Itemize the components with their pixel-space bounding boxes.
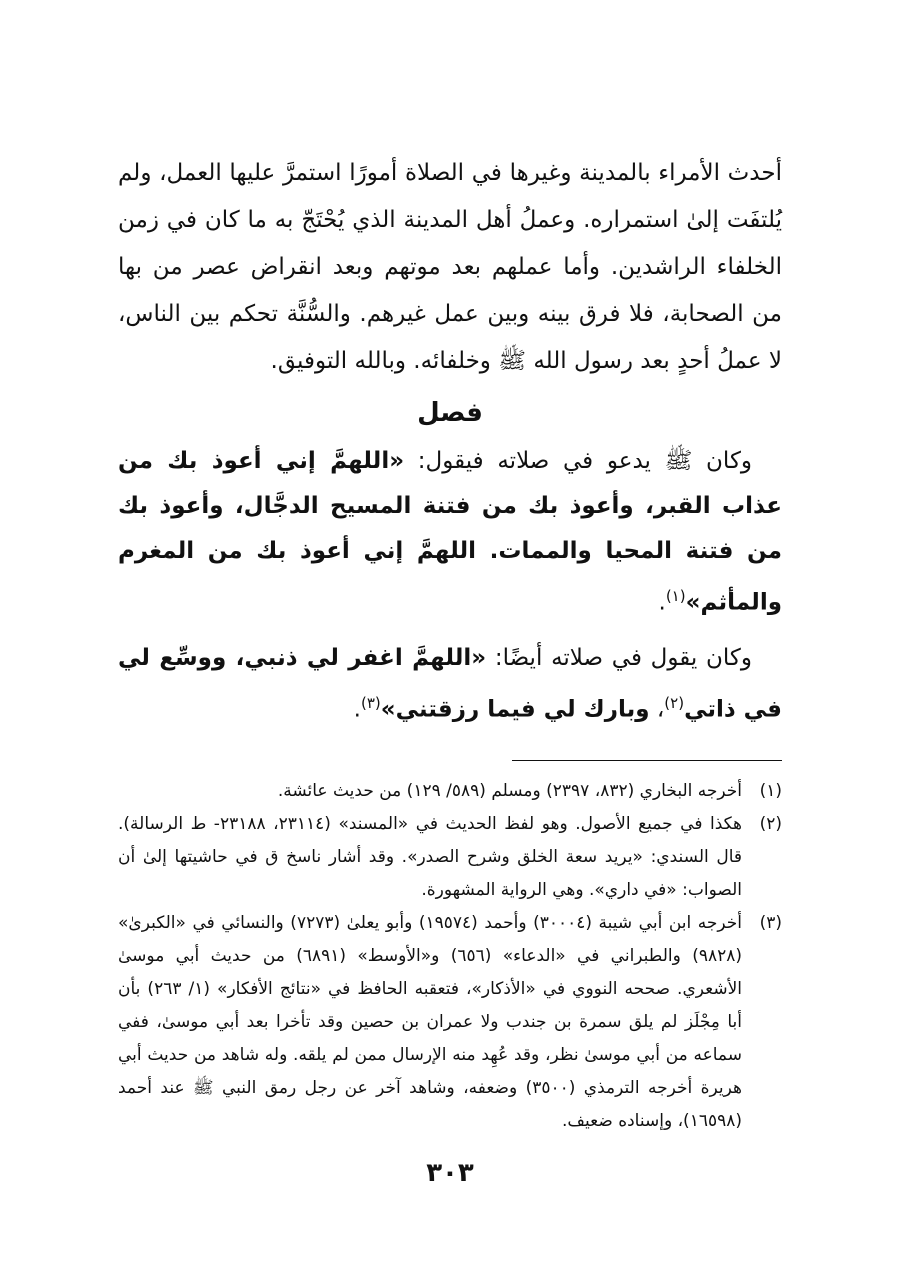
para2-lead: وكان يقول في صلاته أيضًا: [486,644,752,671]
footnote-number: (٣) [759,913,782,934]
footnote-ref-2: (٢) [664,693,685,712]
section-heading: فصل [417,398,483,428]
footnote-text: أخرجه البخاري (٨٣٢، ٢٣٩٧) ومسلم (٥٨٩/ ١٢٩) من حديث عائشة. [277,781,742,802]
para1-lead: وكان ﷺ يدعو في صلاته فيقول: [404,448,753,474]
para2-quote-2: وبارك لي فيما رزقتني» [380,696,650,723]
page-content [118,150,782,1138]
prayer-paragraph-1 [118,439,782,626]
footnotes [118,775,782,1138]
para1-quote: «اللهمَّ إني أعوذ بك من عذاب القبر، وأعوذ بك من فتنة المسيح الدجَّال، وأعوذ بك من فتنة المحيا والممات. اللهمَّ إني أعوذ بك من المغرم والمأثم» [118,448,782,616]
para2-mid: ، [649,696,665,723]
footnote-3 [118,907,782,1138]
footnote-number: (١) [759,781,782,802]
page-number: ٣٠٣ [426,1158,474,1188]
footnote-1 [118,775,782,808]
footnote-ref-1: (١) [665,587,686,605]
prayer-paragraph-2 [118,636,782,733]
footnote-ref-3: (٣) [360,693,381,712]
footnote-text: أخرجه ابن أبي شيبة (٣٠٠٠٤) وأحمد (١٩٥٧٤) وأبو يعلىٰ (٧٢٧٣) والنسائي في «الكبرىٰ» (٩٨٢٨) والطبراني في «الدعاء» (٦٥٦) و«الأوسط» (٦٨٩١) من حديث أبي موسىٰ الأشعري. صححه النووي في «الأذكار»، فتعقبه الحافظ في «نتائج الأفكار» (١/ ٢٦٣) بأن أبا مِجْلَز لم يلق سمرة بن جندب ولا عمران بن حصين وقد تأخرا بعد أبي موسىٰ، ففي سماعه من أبي موسىٰ نظر، وقد عُهِد منه الإرسال ممن لم يلقه. وله شاهد من حديث أبي هريرة أخرجه الترمذي (٣٥٠٠) وضعفه، وشاهد آخر عن رجل رمق النبي ﷺ عند أحمد (١٦٥٩٨)، وإسناده ضعيف. [118,913,743,1132]
footnote-number: (٢) [759,814,782,835]
para1-tail: . [658,589,666,616]
footnote-text: هكذا في جميع الأصول. وهو لفظ الحديث في «المسند» (٢٣١١٤، ٢٣١٨٨- ط الرسالة). قال السندي: «يريد سعة الخلق وشرح الصدر». وقد أشار ناسخ ق في حاشيتها إلىٰ أن الصواب: «في داري». وهي الرواية المشهورة. [118,814,742,901]
footnote-2 [118,808,782,907]
intro-paragraph: أحدث الأمراء بالمدينة وغيرها في الصلاة أمورًا استمرَّ عليها العمل، ولم يُلتفَت إلىٰ استمراره. وعملُ أهل المدينة الذي يُحْتَجّ به ما كان في زمن الخلفاء الراشدين. وأما عملهم بعد موتهم وبعد انقراض عصر من بها من الصحابة، فلا فرق بينه وبين عمل غيرهم. والسُّنَّة تحكم بين الناس، لا عملُ أحدٍ بعد رسول الله ﷺ وخلفائه. وبالله التوفيق. [118,160,782,374]
para2-tail: . [353,696,361,723]
footnote-divider [512,760,782,761]
para2-quote-1: «اللهمَّ اغفر لي ذنبي، ووسِّع لي في ذاتي [118,644,782,723]
